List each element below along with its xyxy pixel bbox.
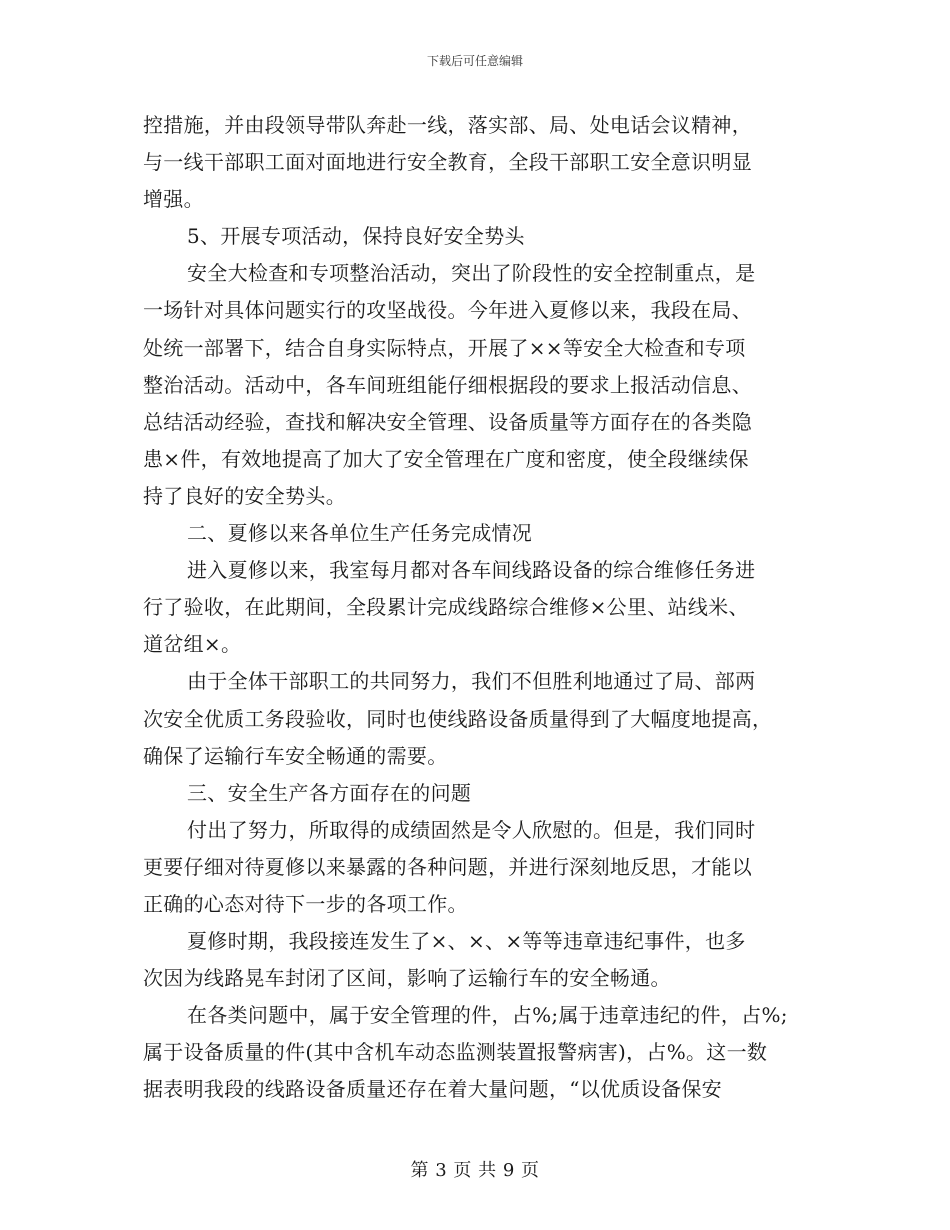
text-line: 据表明我段的线路设备质量还存在着大量问题，“以优质设备保安 bbox=[143, 1077, 722, 1102]
text-line: 持了良好的安全势头。 bbox=[143, 483, 346, 508]
page-footer: 第 3 页 共 9 页 bbox=[410, 1160, 540, 1181]
text-line: 5、开展专项活动，保持良好安全势头 bbox=[187, 224, 525, 249]
text-line: 二、夏修以来各单位生产任务完成情况 bbox=[187, 521, 533, 546]
text-line: 三、安全生产各方面存在的问题 bbox=[187, 780, 472, 805]
text-line: 患×件，有效地提高了加大了安全管理在广度和密度，使全段继续保 bbox=[143, 446, 749, 471]
text-line: 更要仔细对待夏修以来暴露的各种问题，并进行深刻地反思，才能以 bbox=[143, 854, 752, 879]
text-line: 增强。 bbox=[143, 187, 204, 212]
text-line: 总结活动经验，查找和解决安全管理、设备质量等方面存在的各类隐 bbox=[143, 409, 752, 434]
text-line: 属于设备质量的件(其中含机车动态监测装置报警病害)，占%。这一数 bbox=[143, 1040, 768, 1065]
text-line: 在各类问题中，属于安全管理的件，占%;属于违章违纪的件，占%; bbox=[187, 1003, 788, 1028]
text-line: 夏修时期，我段接连发生了×、×、×等等违章违纪事件，也多 bbox=[187, 929, 746, 954]
text-line: 道岔组×。 bbox=[143, 632, 242, 657]
document-body bbox=[143, 107, 813, 1109]
text-line: 一场针对具体问题实行的攻坚战役。今年进入夏修以来，我段在局、 bbox=[143, 298, 752, 323]
text-line: 正确的心态对待下一步的各项工作。 bbox=[143, 891, 468, 916]
text-line: 确保了运输行车安全畅通的需要。 bbox=[143, 743, 448, 768]
text-line: 与一线干部职工面对面地进行安全教育，全段干部职工安全意识明显 bbox=[143, 150, 752, 175]
text-line: 整治活动。活动中，各车间班组能仔细根据段的要求上报活动信息、 bbox=[143, 372, 752, 397]
text-line: 控措施，并由段领导带队奔赴一线，落实部、局、处电话会议精神， bbox=[143, 113, 752, 137]
text-line: 安全大检查和专项整治活动，突出了阶段性的安全控制重点，是 bbox=[187, 261, 756, 286]
text-line: 行了验收，在此期间，全段累计完成线路综合维修×公里、站线米、 bbox=[143, 595, 749, 620]
page-header: 下载后可任意编辑 bbox=[426, 54, 523, 68]
text-line: 进入夏修以来，我室每月都对各车间线路设备的综合维修任务进 bbox=[187, 558, 756, 583]
text-line: 处统一部署下，结合自身实际特点，开展了××等安全大检查和专项 bbox=[143, 335, 746, 360]
text-line: 由于全体干部职工的共同努力，我们不但胜利地通过了局、部两 bbox=[187, 669, 756, 694]
text-line: 次因为线路晃车封闭了区间，影响了运输行车的安全畅通。 bbox=[143, 966, 671, 991]
text-line: 次安全优质工务段验收，同时也使线路设备质量得到了大幅度地提高， bbox=[143, 706, 773, 731]
text-line: 付出了努力，所取得的成绩固然是令人欣慰的。但是，我们同时 bbox=[187, 817, 756, 842]
